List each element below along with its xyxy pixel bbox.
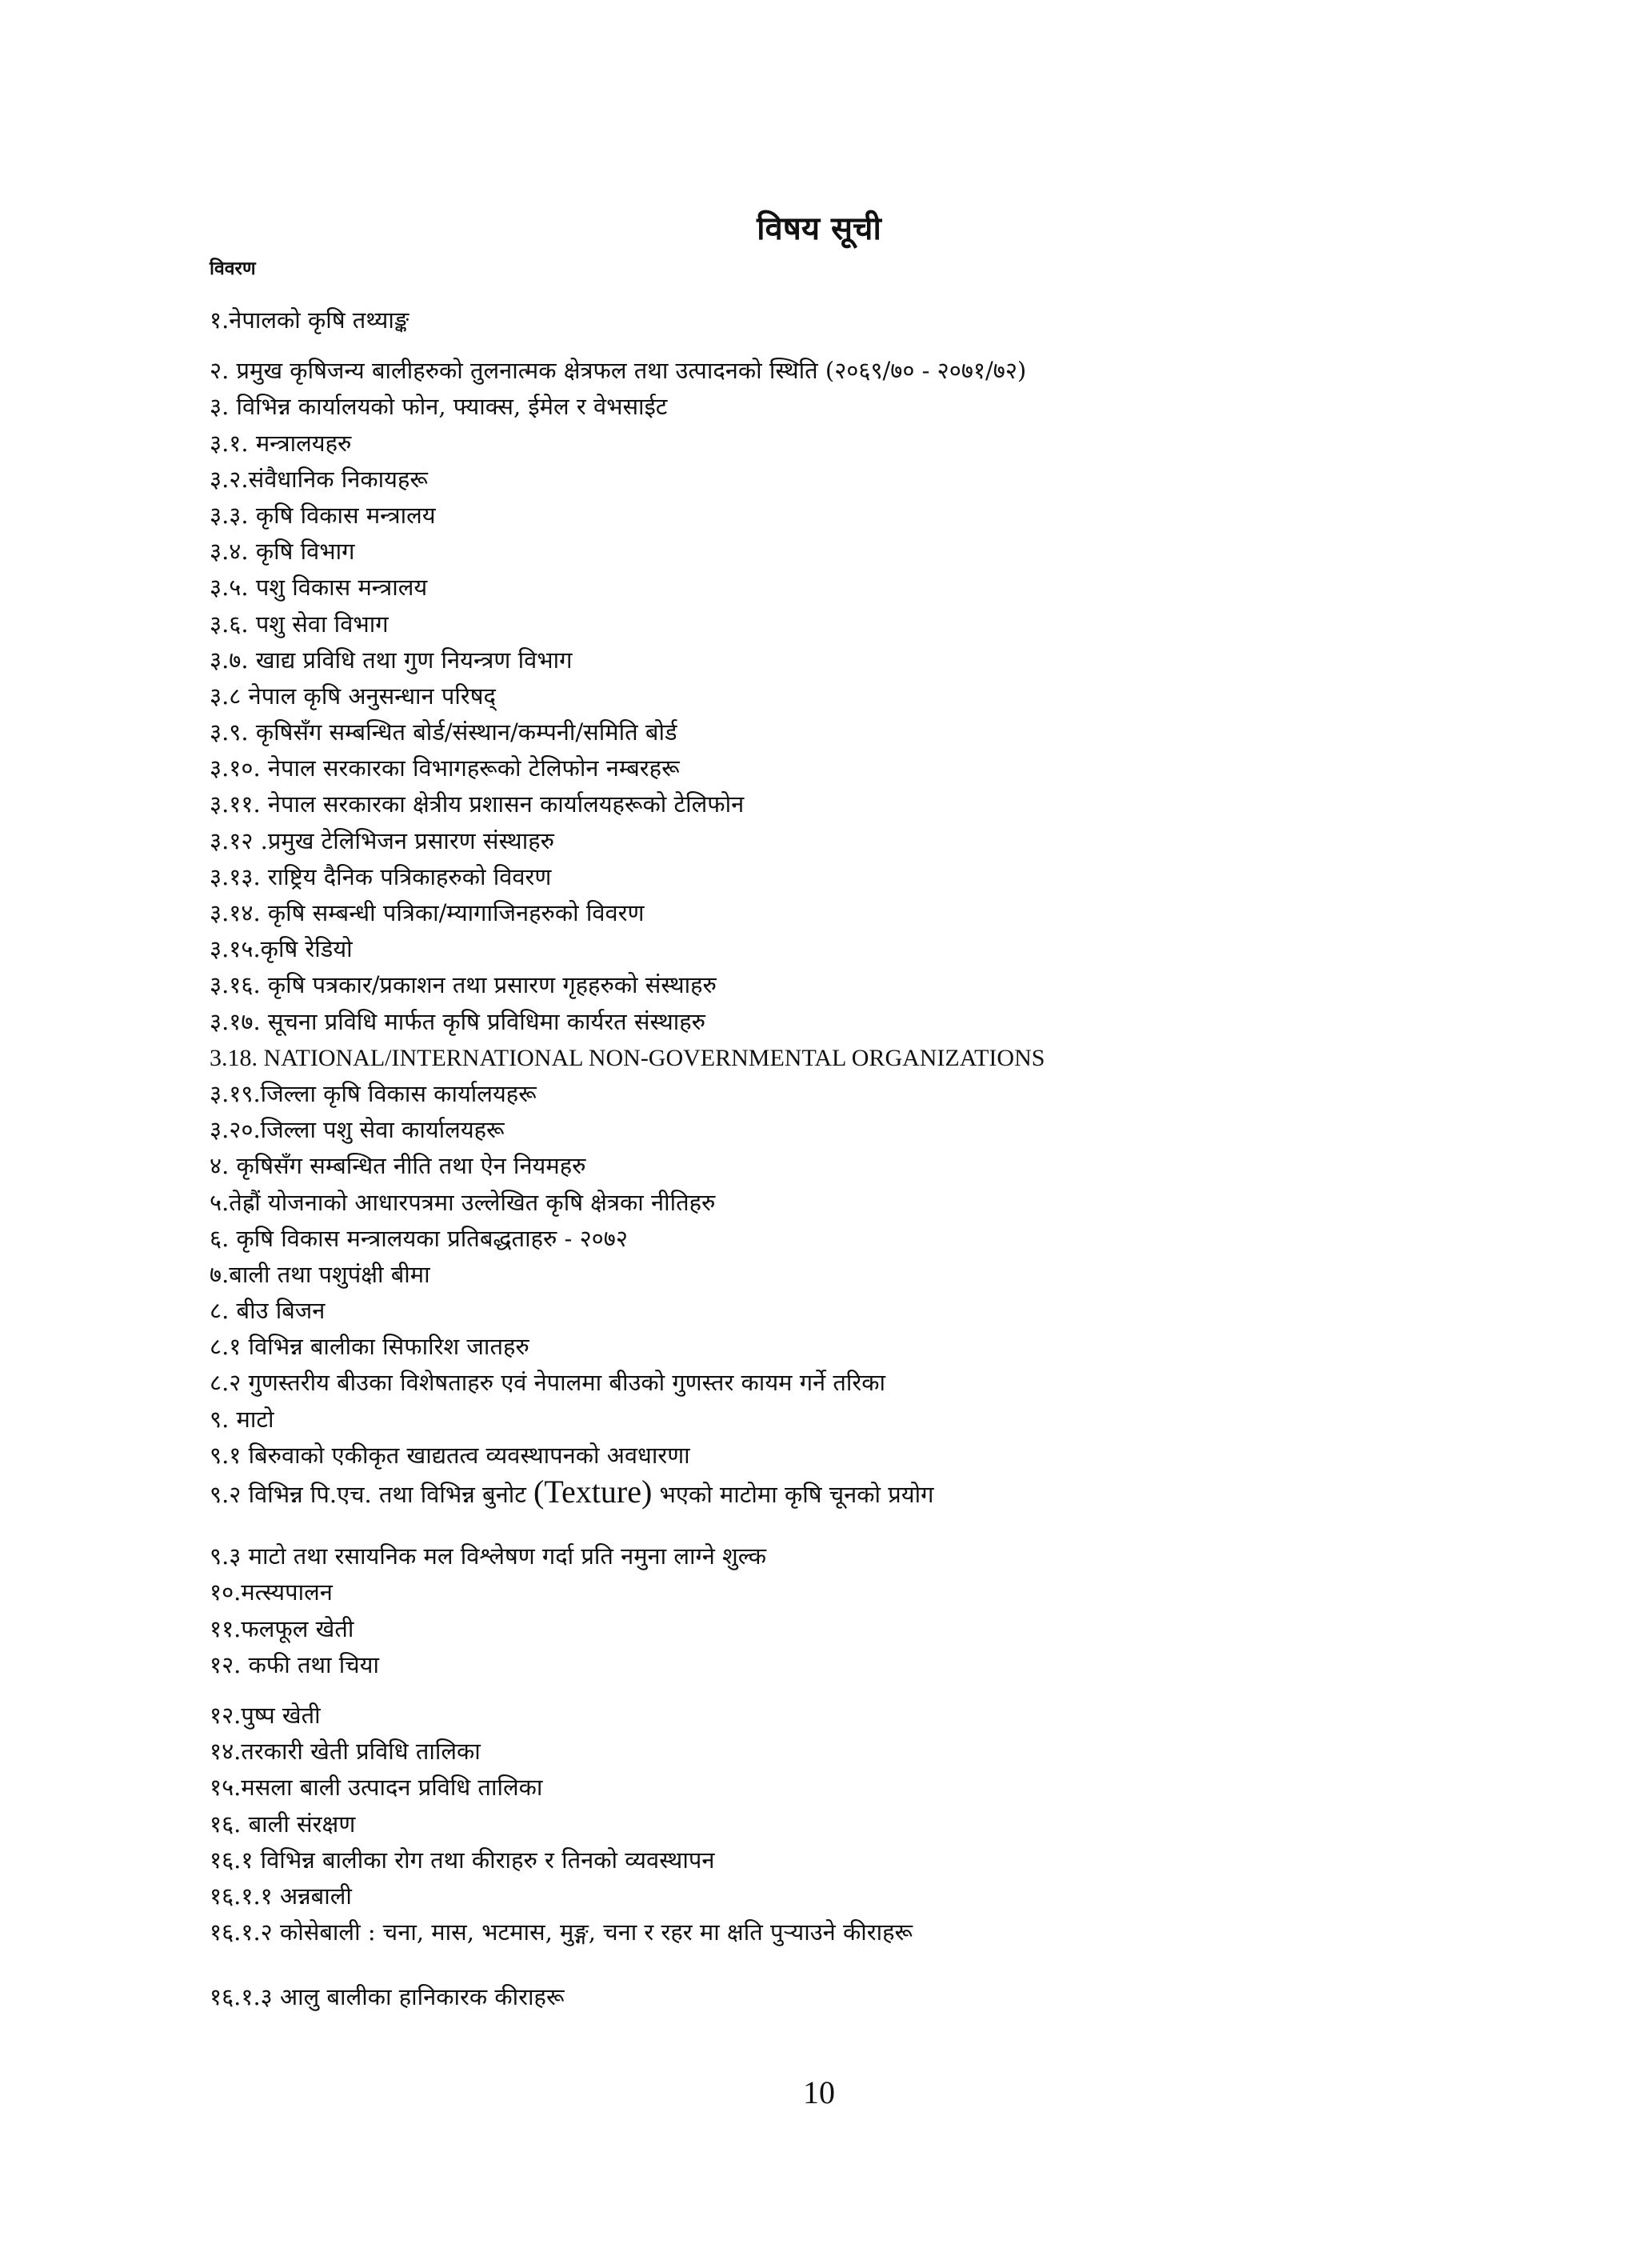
toc-item: 3.18. NATIONAL/INTERNATIONAL NON-GOVERNMENTAL ORGANIZATIONS	[210, 1044, 1045, 1071]
toc-item: ६. कृषि विकास मन्त्रालयका प्रतिबद्धताहरु - २०७२	[210, 1224, 628, 1252]
page-title: विषय सूची	[757, 210, 881, 247]
toc-item: ४. कृषिसँग सम्बन्धित नीति तथा ऐन नियमहरु	[210, 1152, 586, 1180]
toc-item: १.नेपालको कृषि तथ्याङ्क	[210, 306, 410, 334]
toc-item: १५.मसला बाली उत्पादन प्रविधि तालिका	[210, 1774, 543, 1802]
toc-item: ३. विभिन्न कार्यालयको फोन, फ्याक्स, ईमेल र वेभसाईट	[210, 393, 668, 421]
toc-item: ३.१२ .प्रमुख टेलिभिजन प्रसारण संस्थाहरु	[210, 826, 554, 854]
toc-item: १४.तरकारी खेती प्रविधि तालिका	[210, 1738, 481, 1766]
toc-item: १२. कफी तथा चिया	[210, 1650, 380, 1678]
toc-item: ११.फलफूल खेती	[210, 1614, 354, 1642]
toc-item: ७.बाली तथा पशुपंक्षी बीमा	[210, 1260, 430, 1288]
toc-item: ३.४. कृषि विभाग	[210, 538, 355, 566]
toc-item: ३.५. पशु विकास मन्त्रालय	[210, 574, 428, 602]
texture-term: (Texture)	[533, 1474, 653, 1510]
page-subtitle: विवरण	[210, 258, 256, 279]
toc-item: ९. माटो	[210, 1405, 274, 1433]
toc-item: ९.१ बिरुवाको एकीकृत खाद्यतत्व व्यवस्थापनको अवधारणा	[210, 1441, 690, 1469]
toc-item-text: ९.२ विभिन्न पि.एच. तथा विभिन्न बुनोट	[210, 1481, 534, 1508]
toc-item: १६. बाली संरक्षण	[210, 1810, 356, 1838]
toc-item: ३.१९.जिल्ला कृषि विकास कार्यालयहरू	[210, 1079, 537, 1107]
toc-item: ३.१६. कृषि पत्रकार/प्रकाशन तथा प्रसारण गृहहरुको संस्थाहरु	[210, 971, 717, 999]
toc-item-text: भएको माटोमा कृषि चूनको प्रयोग	[652, 1481, 934, 1508]
toc-item: ३.६. पशु सेवा विभाग	[210, 610, 389, 638]
toc-item: ८. बीउ बिजन	[210, 1297, 326, 1325]
toc-item: ३.११. नेपाल सरकारका क्षेत्रीय प्रशासन कार्यालयहरूको टेलिफोन	[210, 790, 745, 818]
toc-item: ३.७. खाद्य प्रविधि तथा गुण नियन्त्रण विभाग	[210, 646, 573, 674]
toc-item-texture	[210, 1474, 1529, 1510]
toc-item: १०.मत्स्यपालन	[210, 1578, 333, 1606]
toc-item: १६.१.२ कोसेबाली : चना, मास, भटमास, मुङ्ग, चना र रहर मा क्षति पुऱ्याउने कीराहरू	[210, 1918, 913, 1946]
toc-item: ३.९. कृषिसँग सम्बन्धित बोर्ड/संस्थान/कम्पनी/समिति बोर्ड	[210, 718, 677, 746]
toc-item: १६.१ विभिन्न बालीका रोग तथा कीराहरु र तिनको व्यवस्थापन	[210, 1846, 715, 1874]
toc-item: ५.तेह्रौं योजनाको आधारपत्रमा उल्लेखित कृषि क्षेत्रका नीतिहरु	[210, 1188, 716, 1216]
toc-item: ३.१४. कृषि सम्बन्धी पत्रिका/म्यागाजिनहरुको विवरण	[210, 899, 645, 926]
toc-item: ३.३. कृषि विकास मन्त्रालय	[210, 501, 436, 529]
toc-item: ३.१५.कृषि रेडियो	[210, 935, 353, 963]
toc-item: १६.१.१ अन्नबाली	[210, 1882, 352, 1910]
toc-item: ३.२.संवैधानिक निकायहरू	[210, 465, 428, 493]
toc-item: ८.२ गुणस्तरीय बीउका विशेषताहरु एवं नेपालमा बीउको गुणस्तर कायम गर्ने तरिका	[210, 1369, 886, 1397]
toc-item: ३.१०. नेपाल सरकारका विभागहरूको टेलिफोन नम्बरहरू	[210, 754, 680, 782]
toc-item: ९.३ माटो तथा रसायनिक मल विश्लेषण गर्दा प्रति नमुना लाग्ने शुल्क	[210, 1542, 767, 1570]
toc-item: ३.१३. राष्ट्रिय दैनिक पत्रिकाहरुको विवरण	[210, 862, 552, 890]
toc-item: ८.१ विभिन्न बालीका सिफारिश जातहरु	[210, 1333, 529, 1361]
toc-item: ३.२०.जिल्ला पशु सेवा कार्यालयहरू	[210, 1116, 505, 1144]
table-of-contents	[210, 302, 1529, 2015]
toc-item: ३.८ नेपाल कृषि अनुसन्धान परिषद्	[210, 682, 496, 710]
page-number: 10	[803, 2074, 835, 2110]
toc-item: २. प्रमुख कृषिजन्य बालीहरुको तुलनात्मक क्षेत्रफल तथा उत्पादनको स्थिति (२०६९/७० - २०७१/७२)	[210, 357, 1027, 385]
toc-item: १२.पुष्प खेती	[210, 1701, 321, 1729]
toc-item: १६.१.३ आलु बालीका हानिकारक कीराहरू	[210, 1983, 565, 2011]
toc-item: ३.१. मन्त्रालयहरु	[210, 429, 352, 457]
toc-item: ३.१७. सूचना प्रविधि मार्फत कृषि प्रविधिमा कार्यरत संस्थाहरु	[210, 1007, 706, 1035]
